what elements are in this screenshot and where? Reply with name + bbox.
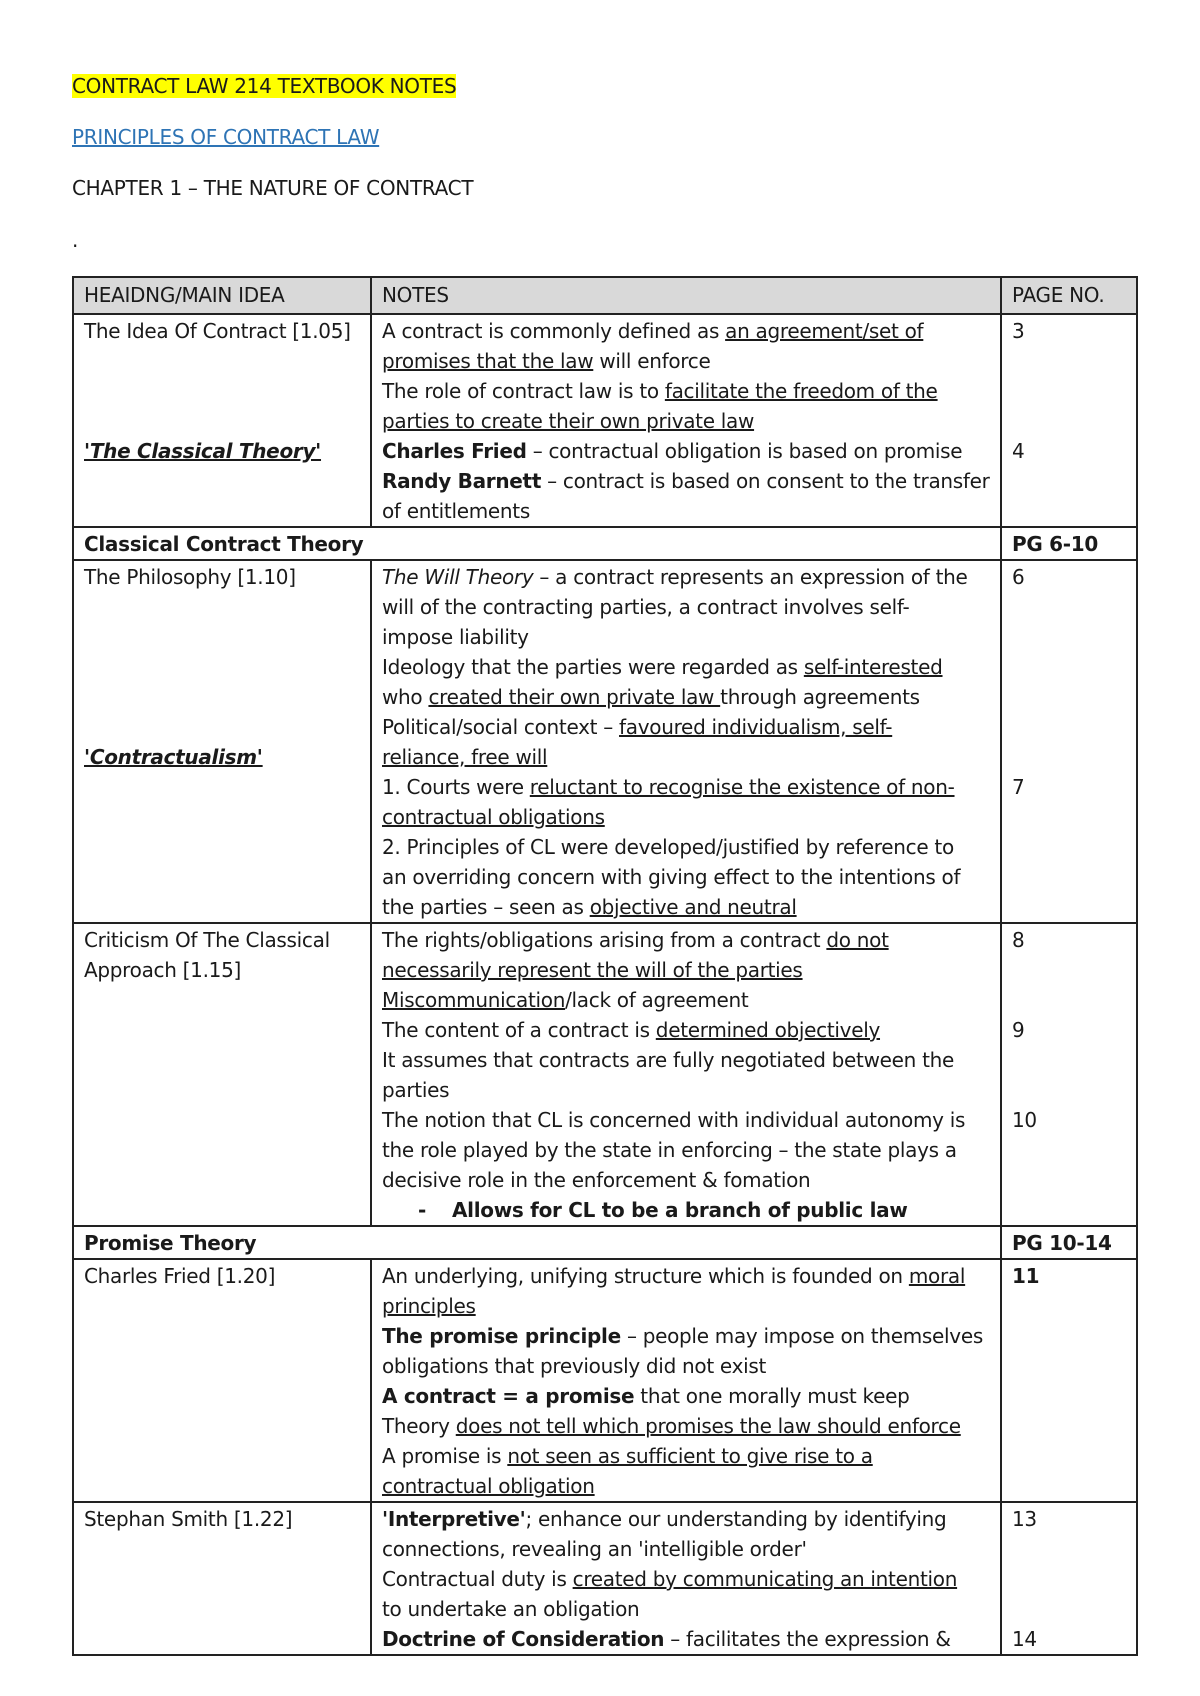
row-heading-cell [73, 923, 371, 1226]
page-number: 10 [1012, 1108, 1037, 1132]
note-line: parties to create their own private law [382, 409, 755, 433]
note-line: the parties – seen as objective and neutral [382, 895, 797, 919]
header-heading: HEAIDNG/MAIN IDEA [73, 277, 371, 314]
note-line: 'Interpretive'; enhance our understanding by identifying [382, 1507, 947, 1531]
row-heading-cell [73, 1502, 371, 1655]
row-heading: The Philosophy [1.10] [84, 565, 296, 589]
note-line: The rights/obligations arising from a contract do not [382, 928, 889, 952]
chapter-heading: CHAPTER 1 – THE NATURE OF CONTRACT [72, 176, 474, 200]
section-pages: PG 10-14 [1001, 1226, 1137, 1259]
section-pages: PG 6-10 [1001, 527, 1137, 560]
note-line: decisive role in the enforcement & fomation [382, 1168, 811, 1192]
row-pages-cell [1001, 560, 1137, 923]
page-number: 11 [1012, 1264, 1040, 1288]
note-line: The content of a contract is determined objectively [382, 1018, 881, 1042]
table-row [73, 560, 1137, 923]
notes-table [72, 276, 1138, 1656]
bullet-line: - Allows for CL to be a branch of public law [418, 1198, 908, 1222]
page-number: 9 [1012, 1018, 1025, 1042]
note-line: A contract is commonly defined as an agreement/set of [382, 319, 924, 343]
note-line: Contractual duty is created by communicating an intention [382, 1567, 958, 1591]
title-highlight: CONTRACT LAW 214 TEXTBOOK NOTES [72, 74, 457, 98]
row-heading: Stephan Smith [1.22] [84, 1507, 293, 1531]
note-line: Charles Fried – contractual obligation is based on promise [382, 439, 963, 463]
header-notes: NOTES [371, 277, 1001, 314]
note-line: promises that the law will enforce [382, 349, 711, 373]
note-line: necessarily represent the will of the parties [382, 958, 803, 982]
note-line: connections, revealing an 'intelligible order' [382, 1537, 807, 1561]
note-line: The promise principle – people may impose on themselves [382, 1324, 983, 1348]
row-heading: The Idea Of Contract [1.05] [84, 319, 351, 343]
page-number: 8 [1012, 928, 1025, 952]
page-number: 13 [1012, 1507, 1037, 1531]
row-notes-cell [371, 1259, 1001, 1502]
row-pages-cell [1001, 1259, 1137, 1502]
row-notes-cell [371, 314, 1001, 527]
section-row [73, 1226, 1137, 1259]
section-label: Classical Contract Theory [73, 527, 1001, 560]
row-pages-cell [1001, 1502, 1137, 1655]
note-line: the role played by the state in enforcing – the state plays a [382, 1138, 957, 1162]
page-number: 6 [1012, 565, 1025, 589]
note-line: who created their own private law through agreements [382, 685, 920, 709]
row-heading: Approach [1.15] [84, 958, 242, 982]
document-title [72, 74, 456, 98]
section-row [73, 527, 1137, 560]
note-line: reliance, free will [382, 745, 548, 769]
page-number: 3 [1012, 319, 1025, 343]
note-line: A promise is not seen as sufficient to give rise to a [382, 1444, 873, 1468]
table-row [73, 923, 1137, 1226]
document-subtitle-link[interactable]: PRINCIPLES OF CONTRACT LAW [72, 125, 380, 149]
note-line: The Will Theory – a contract represents an expression of the [382, 565, 968, 589]
note-line: Randy Barnett – contract is based on consent to the transfer [382, 469, 990, 493]
row-heading-cell [73, 314, 371, 527]
table-row [73, 1259, 1137, 1502]
row-subheading: 'Contractualism' [84, 745, 263, 769]
row-notes-cell [371, 1502, 1001, 1655]
note-line: A contract = a promise that one morally must keep [382, 1384, 910, 1408]
row-notes-cell [371, 923, 1001, 1226]
table-header-row [73, 277, 1137, 314]
row-heading-cell [73, 1259, 371, 1502]
note-line: It assumes that contracts are fully negotiated between the [382, 1048, 955, 1072]
row-pages-cell [1001, 314, 1137, 527]
note-line: of entitlements [382, 499, 530, 523]
note-line: The notion that CL is concerned with individual autonomy is [382, 1108, 966, 1132]
note-line: The role of contract law is to facilitate the freedom of the [382, 379, 938, 403]
note-line: 1. Courts were reluctant to recognise the existence of non- [382, 775, 955, 799]
note-line: An underlying, unifying structure which is founded on moral [382, 1264, 966, 1288]
row-subheading: 'The Classical Theory' [84, 439, 322, 463]
section-label: Promise Theory [73, 1226, 1001, 1259]
stray-dot: . [72, 228, 79, 252]
note-line: to undertake an obligation [382, 1597, 640, 1621]
note-line: contractual obligations [382, 805, 605, 829]
note-line: an overriding concern with giving effect to the intentions of [382, 865, 961, 889]
table-row [73, 314, 1137, 527]
page-number: 4 [1012, 439, 1025, 463]
page-number: 14 [1012, 1627, 1037, 1651]
row-heading-cell [73, 560, 371, 923]
note-line: contractual obligation [382, 1474, 595, 1498]
note-line: principles [382, 1294, 476, 1318]
row-heading: Charles Fried [1.20] [84, 1264, 276, 1288]
row-pages-cell [1001, 923, 1137, 1226]
note-line: Miscommunication/lack of agreement [382, 988, 749, 1012]
note-line: obligations that previously did not exist [382, 1354, 767, 1378]
note-line: Doctrine of Consideration – facilitates the expression & [382, 1627, 951, 1651]
note-line: impose liability [382, 625, 529, 649]
row-heading: Criticism Of The Classical [84, 928, 330, 952]
note-line: parties [382, 1078, 450, 1102]
header-page-no: PAGE NO. [1001, 277, 1137, 314]
note-line: Ideology that the parties were regarded as self-interested [382, 655, 943, 679]
note-line: Theory does not tell which promises the law should enforce [382, 1414, 961, 1438]
page-number: 7 [1012, 775, 1025, 799]
note-line: Political/social context – favoured individualism, self- [382, 715, 893, 739]
table-row [73, 1502, 1137, 1655]
note-line: will of the contracting parties, a contract involves self- [382, 595, 910, 619]
row-notes-cell [371, 560, 1001, 923]
note-line: 2. Principles of CL were developed/justified by reference to [382, 835, 954, 859]
